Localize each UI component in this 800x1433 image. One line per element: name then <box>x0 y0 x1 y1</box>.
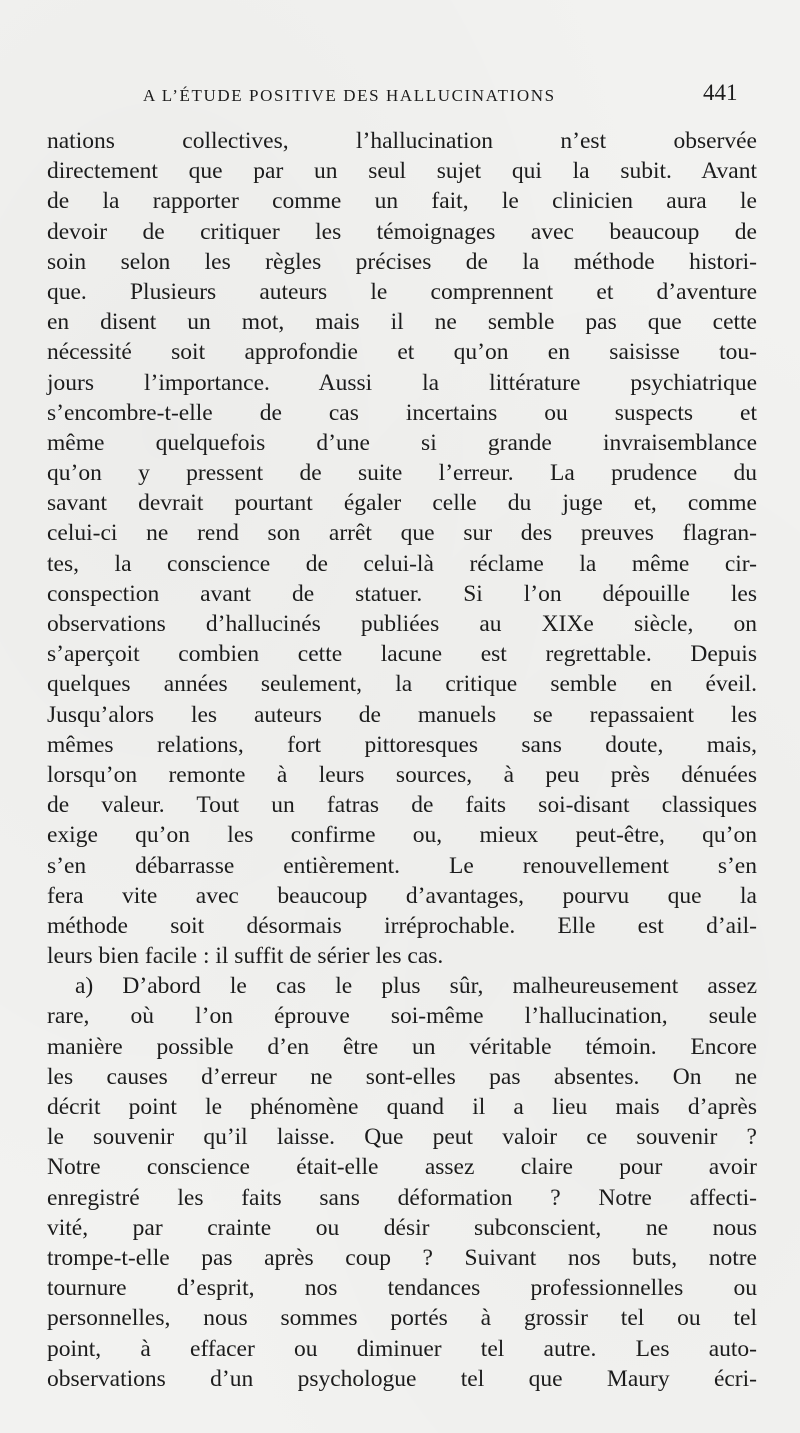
running-head: A L’ÉTUDE POSITIVE DES HALLUCINATIONS <box>143 86 556 105</box>
text-line: vité, par crainte ou désir subconscient, ne nous <box>47 1214 757 1241</box>
text-line: même quelquefois d’une si grande invraisemblance <box>47 429 757 456</box>
text-line: exige qu’on les confirme ou, mieux peut-être, qu’on <box>47 822 757 849</box>
text-line: lorsqu’on remonte à leurs sources, à peu près dénuées <box>47 761 757 788</box>
text-line: de valeur. Tout un fatras de faits soi-disant classiques <box>47 792 757 819</box>
text-line: devoir de critiquer les témoignages avec beaucoup de <box>47 218 757 245</box>
text-line: Jusqu’alors les auteurs de manuels se repassaient les <box>47 701 757 728</box>
text-line: s’encombre-t-elle de cas incertains ou suspects et <box>47 399 757 426</box>
text-line: mêmes relations, fort pittoresques sans doute, mais, <box>47 731 757 758</box>
text-line: que. Plusieurs auteurs le comprennent et d’aventure <box>47 278 757 305</box>
text-line: savant devrait pourtant égaler celle du juge et, comme <box>47 490 757 517</box>
text-line: décrit point le phénomène quand il a lieu mais d’après <box>47 1094 757 1120</box>
text-line: les causes d’erreur ne sont-elles pas absentes. On ne <box>47 1063 757 1090</box>
text-line: directement que par un seul sujet qui la subit. Avant <box>47 158 757 185</box>
text-line: rare, où l’on éprouve soi-même l’hallucination, seule <box>47 1003 757 1030</box>
text-line: tes, la conscience de celui-là réclame la même cir- <box>47 550 757 577</box>
text-line: qu’on y pressent de suite l’erreur. La prudence du <box>47 460 757 487</box>
text-line: quelques années seulement, la critique semble en éveil. <box>47 671 757 698</box>
text-line: nations collectives, l’hallucination n’est observée <box>47 128 757 154</box>
text-line: soin selon les règles précises de la méthode histori- <box>47 248 757 275</box>
text-line: trompe-t-elle pas après coup ? Suivant nos buts, notre <box>47 1244 757 1271</box>
page-number: 441 <box>703 80 738 105</box>
text-line: celui-ci ne rend son arrêt que sur des preuves flagran- <box>47 520 757 547</box>
paragraph-start-line: a) D’abord le cas le plus sûr, malheureusement assez <box>75 973 757 1000</box>
text-line: personnelles, nous sommes portés à grossir tel ou tel <box>47 1305 757 1332</box>
text-line: le souvenir qu’il laisse. Que peut valoir ce souvenir ? <box>47 1124 757 1151</box>
text-line: enregistré les faits sans déformation ? Notre affecti- <box>47 1184 757 1211</box>
text-line: tournure d’esprit, nos tendances professionnelles ou <box>47 1275 757 1302</box>
text-line: méthode soit désormais irréprochable. Elle est d’ail- <box>47 912 757 939</box>
text-line: observations d’un psychologue tel que Maury écri- <box>47 1365 757 1392</box>
text-line: Notre conscience était-elle assez claire pour avoir <box>47 1154 757 1181</box>
text-line: s’aperçoit combien cette lacune est regrettable. Depuis <box>47 641 757 668</box>
text-line: point, à effacer ou diminuer tel autre. Les auto- <box>47 1335 757 1362</box>
text-line: manière possible d’en être un véritable témoin. Encore <box>47 1033 757 1060</box>
text-line: de la rapporter comme un fait, le clinicien aura le <box>47 188 757 215</box>
text-line: fera vite avec beaucoup d’avantages, pourvu que la <box>47 882 757 909</box>
paragraph-end-line: leurs bien facile : il suffit de sérier les cas. <box>47 943 444 970</box>
text-line: nécessité soit approfondie et qu’on en saisisse tou- <box>47 339 757 366</box>
body-text <box>47 126 757 1394</box>
text-line: observations d’hallucinés publiées au XIXe siècle, on <box>47 611 757 637</box>
text-line: en disent un mot, mais il ne semble pas que cette <box>47 309 757 336</box>
text-line: s’en débarrasse entièrement. Le renouvellement s’en <box>47 852 757 879</box>
text-line: conspection avant de statuer. Si l’on dépouille les <box>47 580 757 607</box>
text-line: jours l’importance. Aussi la littérature psychiatrique <box>47 369 757 396</box>
